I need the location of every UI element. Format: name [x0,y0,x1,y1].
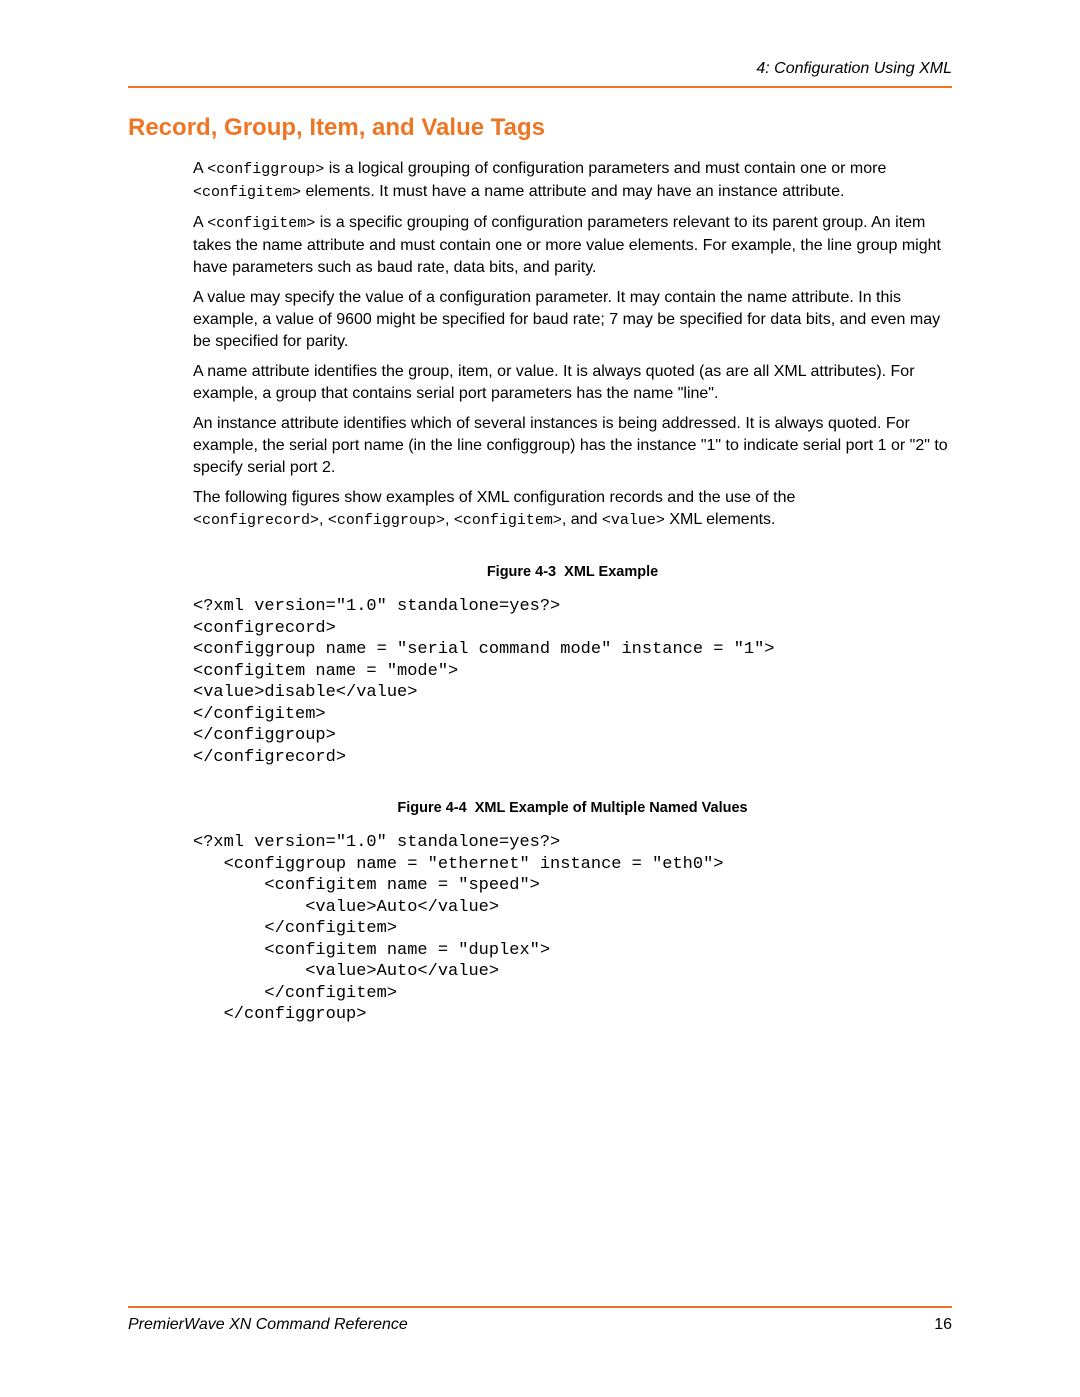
paragraph [193,413,952,479]
paragraph [193,287,952,353]
inline-code: <configgroup> [207,161,325,178]
code-line: <configrecord> [193,618,336,638]
inline-code: <configitem> [193,184,302,201]
inline-code: <configitem> [207,215,316,232]
page-header [128,0,952,78]
text-run: is a specific grouping of configuration parameters relevant to its parent group. An item takes the name attribute and must contain one or more value elements. For example, the line group might have parameters such as baud rate, data bits, and parity. [193,214,941,276]
text-run: A [193,160,208,177]
footer-document-title: PremierWave XN Command Reference [128,1316,408,1333]
code-line: <configgroup name = "ethernet" instance = "eth0"> [193,854,724,874]
code-line: </configitem> [193,704,326,724]
code-line: <configitem name = "speed"> [193,876,540,895]
text-run: The following figures show examples of XML configuration records and the use of the [193,489,796,506]
code-block [193,596,952,768]
header-rule [128,86,952,88]
code-line: <?xml version="1.0" standalone=yes?> [193,597,561,616]
inline-code: <value> [601,512,665,529]
text-run: , [319,511,328,528]
text-run: is a logical grouping of configuration parameters and must contain one or more [324,160,887,177]
code-line: </configrecord> [193,747,347,767]
code-block [193,832,952,1026]
header-section-title: 4: Configuration Using XML [756,60,952,77]
page-footer [128,1306,952,1334]
text-run: , [444,511,454,528]
paragraph [193,158,952,204]
text-run: elements. It must have a name attribute and may have an instance attribute. [301,183,845,200]
code-line: <value>disable</value> [193,683,418,702]
paragraph [193,212,952,279]
footer-page-number: 16 [934,1316,952,1333]
text-run: A [193,214,208,231]
paragraph [193,361,952,405]
footer-row [128,1308,952,1334]
code-line: <configgroup name = "serial command mode" instance = "1"> [193,640,775,659]
code-line: </configitem> [193,919,398,938]
text-run: , and [561,511,602,528]
page-title: Record, Group, Item, and Value Tags [128,114,545,141]
text-run: A value may specify the value of a configuration parameter. It may contain the name attribute. In this example, a value of 9600 might be specified for baud rate; 7 may be specified for data bits, and even may be specified for parity. [193,289,941,350]
text-run: XML elements. [664,511,776,528]
paragraphs [128,158,952,532]
code-line: </configgroup> [193,1005,367,1024]
code-line: <value>Auto</value> [193,897,500,917]
paragraph [193,487,952,532]
code-line: <value>Auto</value> [193,962,500,981]
code-line: <configitem name = "mode"> [193,661,459,681]
text-run: An instance attribute identifies which of several instances is being addressed. It is always quoted. For example, the serial port name (in the line configgroup) has the instance "1" to indicate serial port 1 or "2" to specify serial port 2. [193,415,948,476]
code-line: </configgroup> [193,726,336,745]
figure-caption: Figure 4-4 XML Example of Multiple Named Values [397,800,748,816]
inline-code: <configgroup> [327,512,445,529]
page-content [128,0,952,1026]
inline-code: <configitem> [453,512,562,529]
figure-caption: Figure 4-3 XML Example [486,564,659,580]
code-line: </configitem> [193,983,398,1003]
inline-code: <configrecord> [193,512,320,529]
code-line: <configitem name = "duplex"> [193,940,551,960]
code-line: <?xml version="1.0" standalone=yes?> [193,833,561,852]
figures [128,564,952,1026]
text-run: A name attribute identifies the group, item, or value. It is always quoted (as are all XML attributes). For example, a group that contains serial port parameters has the name "line". [193,363,915,402]
